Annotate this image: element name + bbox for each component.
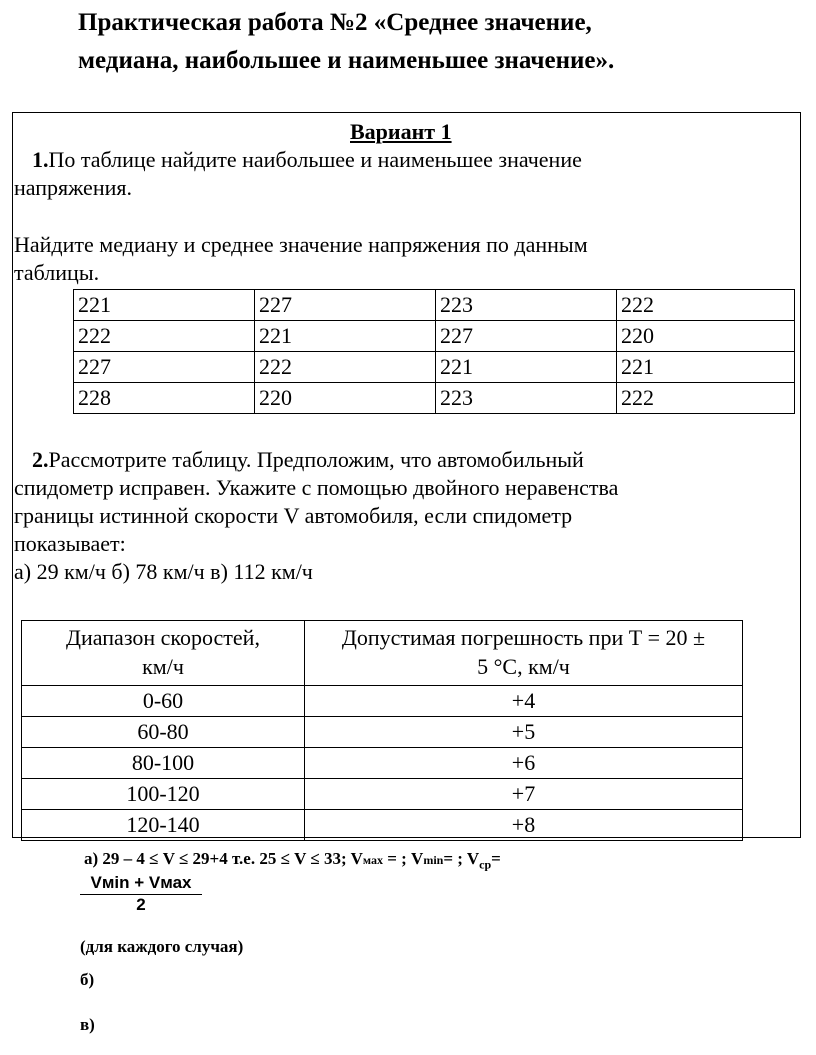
answer-b: б) [80, 970, 95, 989]
page-title [78, 4, 798, 80]
variant-heading: Вариант 1 [350, 119, 452, 144]
answer-a-mid-2: = ; V [443, 849, 480, 868]
formula-numerator: Vмin + Vмах [80, 873, 202, 895]
header-tolerance-line-1: Допустимая погрешность при Т = 20 ± [341, 625, 706, 650]
task-1-text [14, 146, 582, 202]
header-speed-range-line-2: км/ч [142, 654, 184, 679]
table-cell: 120-140 [22, 810, 305, 841]
title-line-1: Практическая работа №2 «Среднее значение, [78, 9, 592, 36]
vmin-subscript: min [423, 853, 444, 867]
answer-a-mid-1: = ; V [382, 849, 424, 868]
table-cell: 60-80 [22, 717, 305, 748]
table-cell: 220 [255, 383, 436, 414]
task-1-line-2: напряжения. [14, 175, 132, 200]
table-row [22, 686, 743, 717]
table-row [74, 352, 795, 383]
header-speed-range-line-1: Диапазон скоростей, [66, 625, 260, 650]
table-header-row [22, 621, 743, 686]
vcp-subscript: ср [479, 857, 492, 872]
table-cell: 221 [617, 352, 795, 383]
table-row [22, 717, 743, 748]
task-1-line-1: По таблице найдите наибольшее и наименьшее значение [48, 147, 582, 172]
table-cell: 223 [436, 383, 617, 414]
task-2-line-5: а) 29 км/ч б) 78 км/ч в) 112 км/ч [14, 559, 313, 584]
vmax-subscript: мах [362, 853, 383, 867]
table-cell: 222 [617, 290, 795, 321]
task-2-line-1: Рассмотрите таблицу. Предположим, что автомобильный [48, 447, 584, 472]
table-row [74, 321, 795, 352]
answer-c: в) [80, 1015, 95, 1034]
voltage-table [73, 289, 795, 414]
table-cell: 221 [74, 290, 255, 321]
header-speed-range [22, 621, 305, 686]
table-cell: +8 [305, 810, 743, 841]
speed-error-table [21, 620, 743, 841]
table-row [74, 383, 795, 414]
header-tolerance [305, 621, 743, 686]
answer-note: (для каждого случая) [80, 937, 244, 956]
task-2-line-3: границы истинной скорости V автомобиля, если спидометр [14, 503, 573, 528]
table-cell: 80-100 [22, 748, 305, 779]
table-cell: +4 [305, 686, 743, 717]
table-cell: 227 [436, 321, 617, 352]
table-cell: +6 [305, 748, 743, 779]
formula-denominator: 2 [136, 895, 146, 914]
table-cell: 228 [74, 383, 255, 414]
table-cell: 223 [436, 290, 617, 321]
table-cell: +7 [305, 779, 743, 810]
task-1-line-4: таблицы. [14, 260, 100, 285]
table-row [74, 290, 795, 321]
table-cell: 100-120 [22, 779, 305, 810]
answer-a-end: = [491, 849, 501, 868]
table-cell: 221 [436, 352, 617, 383]
task-1-line-3: Найдите медиану и среднее значение напряжения по данным [14, 232, 588, 257]
table-row [22, 748, 743, 779]
table-cell: 0-60 [22, 686, 305, 717]
header-tolerance-line-2: 5 °С, км/ч [477, 654, 570, 679]
task-2-line-4: показывает: [14, 531, 126, 556]
task-2-number: 2. [32, 447, 49, 472]
task-1-subtext [14, 231, 588, 287]
task-2-text [14, 446, 618, 586]
table-row [22, 810, 743, 841]
table-cell: 222 [255, 352, 436, 383]
average-formula [80, 873, 202, 915]
table-row [22, 779, 743, 810]
task-2-line-2: спидометр исправен. Укажите с помощью двойного неравенства [14, 475, 619, 500]
table-cell: 220 [617, 321, 795, 352]
task-1-number: 1. [32, 147, 49, 172]
answer-a [84, 849, 501, 872]
title-line-2: медиана, наибольшее и наименьшее значение». [78, 47, 615, 74]
table-cell: +5 [305, 717, 743, 748]
answer-a-text: а) 29 – 4 ≤ V ≤ 29+4 т.е. 25 ≤ V ≤ 33; V [84, 849, 363, 868]
table-cell: 227 [74, 352, 255, 383]
table-cell: 221 [255, 321, 436, 352]
table-cell: 227 [255, 290, 436, 321]
table-cell: 222 [617, 383, 795, 414]
table-cell: 222 [74, 321, 255, 352]
